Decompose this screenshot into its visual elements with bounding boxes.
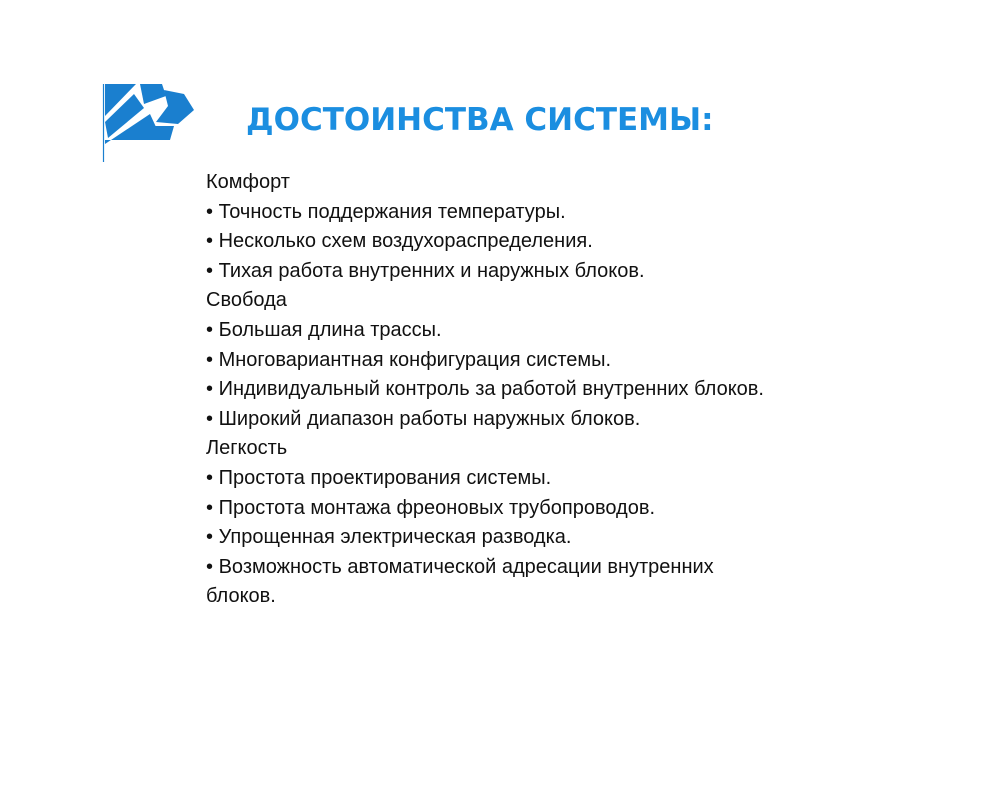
list-item: • Несколько схем воздухораспределения. [206,230,593,253]
page-title: ДОСТОИНСТВА СИСТЕМЫ: [246,102,714,138]
bullet-icon: • [206,230,214,253]
list-item: • Широкий диапазон работы наружных блоков. [206,407,641,430]
list-item: • Тихая работа внутренних и наружных блоков. [206,259,645,282]
bullet-icon: • [206,526,214,549]
section-heading-comfort: Комфорт [206,171,290,193]
list-item: • Многовариантная конфигурация системы. [206,348,612,371]
bullet-icon: • [206,259,214,282]
list-item: • Точность поддержания температуры. [206,200,566,223]
list-item: • Индивидуальный контроль за работой внутренних блоков. [206,378,764,401]
list-item: • Простота монтажа фреоновых трубопроводов. [206,496,656,519]
bullet-icon: • [206,496,214,519]
bullet-icon: • [206,378,214,401]
bullet-icon: • [206,555,214,578]
list-item: • Простота проектирования системы. [206,466,552,489]
section-heading-ease: Легкость [206,437,288,460]
bullet-icon: • [206,348,214,371]
advantages-list [206,168,806,612]
list-item: • Большая длина трассы. [206,318,442,341]
bullet-icon: • [206,318,214,341]
bullet-icon: • [206,407,214,430]
bullet-icon: • [206,200,214,223]
list-item: • Упрощенная электрическая разводка. [206,526,572,549]
section-heading-freedom: Свобода [206,289,287,312]
bullet-icon: • [206,466,214,489]
list-item: • Возможность автоматической адресации внутренних блоков. [206,555,714,608]
geometric-house-logo-icon [100,82,196,164]
